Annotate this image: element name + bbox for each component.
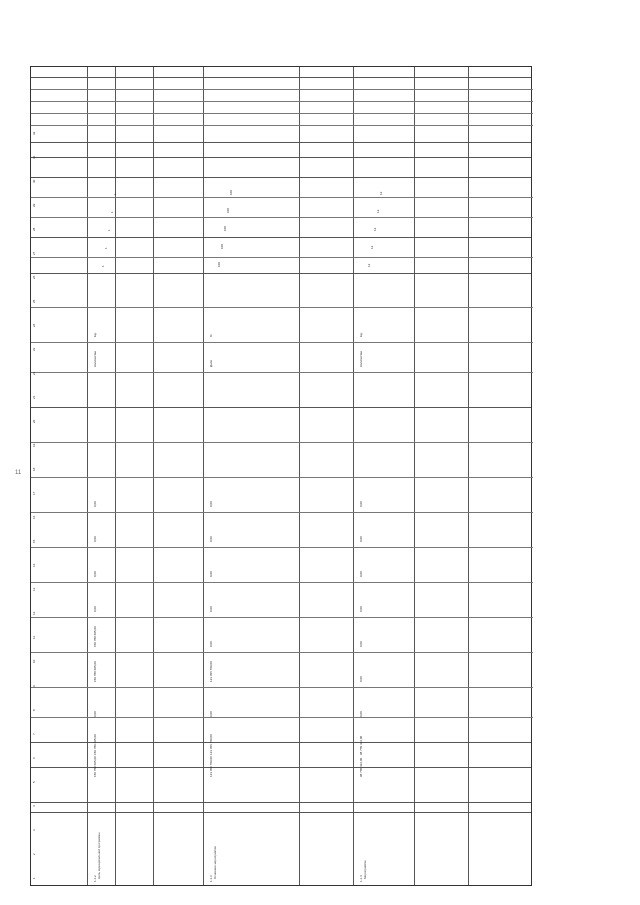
column-number: 4 bbox=[32, 805, 36, 807]
column-number: 8 bbox=[32, 709, 36, 711]
amount-cell: 98 765 432,00 bbox=[359, 735, 363, 755]
column-number: 21 bbox=[32, 395, 36, 399]
grid-line bbox=[31, 217, 533, 218]
column-divider bbox=[468, 67, 469, 885]
amount-cell: 0,00 bbox=[209, 711, 213, 717]
grid-line bbox=[31, 547, 533, 548]
column-number: 29 bbox=[32, 203, 36, 207]
amount-cell: 0,00 bbox=[209, 536, 213, 542]
column-number: 1 bbox=[32, 877, 36, 879]
row-divider bbox=[31, 273, 531, 274]
amount-cell: 0,00 bbox=[209, 641, 213, 647]
row-code: 1.1.3 bbox=[209, 875, 213, 882]
column-divider bbox=[87, 67, 88, 885]
amount-cell: 0,00 bbox=[209, 571, 213, 577]
column-divider bbox=[115, 67, 116, 885]
column-number: 15 bbox=[32, 539, 36, 543]
column-number: 2 bbox=[32, 853, 36, 855]
row-name: Основное мероприятие bbox=[213, 846, 217, 879]
column-number: 5 bbox=[32, 781, 36, 783]
budget-table bbox=[30, 66, 532, 886]
row-code: 1.1.4 bbox=[359, 875, 363, 882]
column-divider bbox=[153, 67, 154, 885]
grid-line bbox=[31, 307, 533, 308]
amount-cell: 0,00 bbox=[93, 536, 97, 542]
row-divider bbox=[31, 157, 531, 158]
unit-cell: % bbox=[209, 334, 213, 337]
grid-line bbox=[31, 257, 533, 258]
grid-line bbox=[31, 125, 533, 126]
row-divider bbox=[31, 142, 531, 143]
amount-cell: 0,00 bbox=[359, 711, 363, 717]
grid-line bbox=[31, 89, 533, 90]
value-cell: 100 bbox=[223, 225, 227, 231]
amount-cell: 150 780 605,00 bbox=[93, 626, 97, 647]
amount-cell: 0,00 bbox=[359, 606, 363, 612]
column-divider bbox=[203, 67, 204, 885]
amount-cell: 0,00 bbox=[359, 501, 363, 507]
amount-cell: 0,00 bbox=[93, 711, 97, 717]
column-number: 9 bbox=[32, 685, 36, 687]
row-divider bbox=[31, 237, 531, 238]
column-divider bbox=[353, 67, 354, 885]
value-cell: 12 bbox=[373, 227, 377, 231]
column-number: 23 bbox=[32, 347, 36, 351]
column-divider bbox=[299, 67, 300, 885]
value-cell: 12 bbox=[376, 209, 380, 213]
grid-line bbox=[31, 342, 533, 343]
grid-line bbox=[31, 512, 533, 513]
amount-cell: 0,00 bbox=[93, 501, 97, 507]
value-cell: 100 bbox=[220, 243, 224, 249]
amount-cell: 0,00 bbox=[93, 606, 97, 612]
column-number: 14 bbox=[32, 563, 36, 567]
indicator-cell: Количество bbox=[93, 350, 97, 367]
column-number: 7 bbox=[32, 733, 36, 735]
column-number: 10 bbox=[32, 659, 36, 663]
column-number: 28 bbox=[32, 227, 36, 231]
column-number: 12 bbox=[32, 611, 36, 615]
amount-cell: 123 456 789,00 bbox=[209, 734, 213, 755]
unit-cell: Ед. bbox=[359, 332, 363, 337]
value-cell: 100 bbox=[226, 207, 230, 213]
amount-cell: 0,00 bbox=[209, 501, 213, 507]
column-number: 13 bbox=[32, 587, 36, 591]
column-number: 30 bbox=[32, 179, 36, 183]
value-cell: 100 bbox=[229, 189, 233, 195]
indicator-cell: Доля bbox=[209, 359, 213, 367]
column-number: 25 bbox=[32, 299, 36, 303]
grid-line bbox=[31, 372, 533, 373]
amount-cell: 150 780 605,00 bbox=[93, 734, 97, 755]
amount-cell: 0,00 bbox=[359, 571, 363, 577]
row-divider bbox=[31, 802, 531, 803]
column-number: 17 bbox=[32, 491, 36, 495]
value-cell: 1 bbox=[107, 229, 111, 231]
row-divider bbox=[31, 812, 531, 813]
amount-cell: 150 780 605,00 bbox=[93, 756, 97, 777]
amount-cell: 123 456 789,00 bbox=[209, 756, 213, 777]
row-name: Мероприятие bbox=[363, 860, 367, 879]
value-cell: 12 bbox=[379, 191, 383, 195]
grid-line bbox=[31, 477, 533, 478]
value-cell: 1 bbox=[110, 211, 114, 213]
amount-cell: 0,00 bbox=[359, 676, 363, 682]
column-number: 24 bbox=[32, 323, 36, 327]
row-divider bbox=[31, 767, 531, 768]
value-cell: 1 bbox=[104, 247, 108, 249]
amount-cell: 0,00 bbox=[93, 571, 97, 577]
amount-cell: 0,00 bbox=[359, 641, 363, 647]
page-number: 11 bbox=[15, 470, 22, 476]
amount-cell: 150 780 605,00 bbox=[93, 661, 97, 682]
column-number: 26 bbox=[32, 275, 36, 279]
column-number: 32 bbox=[32, 131, 36, 135]
grid-line bbox=[31, 652, 533, 653]
grid-line bbox=[31, 197, 533, 198]
column-number: 22 bbox=[32, 371, 36, 375]
amount-cell: 0,00 bbox=[209, 606, 213, 612]
column-number: 27 bbox=[32, 251, 36, 255]
grid-line bbox=[31, 687, 533, 688]
value-cell: 1 bbox=[101, 265, 105, 267]
grid-line bbox=[31, 617, 533, 618]
row-divider bbox=[31, 742, 531, 743]
grid-line bbox=[31, 442, 533, 443]
value-cell: 1 bbox=[113, 193, 117, 195]
row-code: 1.1.2 bbox=[93, 875, 97, 882]
value-cell: 12 bbox=[370, 245, 374, 249]
column-number: 19 bbox=[32, 443, 36, 447]
unit-cell: Ед. bbox=[93, 332, 97, 337]
amount-cell: 0,00 bbox=[359, 536, 363, 542]
amount-cell: 98 765 432,00 bbox=[359, 757, 363, 777]
column-number: 18 bbox=[32, 467, 36, 471]
column-number: 11 bbox=[32, 635, 36, 639]
row-name: Цель муниципальной программы bbox=[97, 832, 101, 879]
grid-line bbox=[31, 582, 533, 583]
row-divider bbox=[31, 177, 531, 178]
column-number: 3 bbox=[32, 829, 36, 831]
value-cell: 100 bbox=[217, 261, 221, 267]
grid-line bbox=[31, 113, 533, 114]
indicator-cell: Количество bbox=[359, 350, 363, 367]
column-number: 31 bbox=[32, 155, 36, 159]
amount-cell: 123 456 789,00 bbox=[209, 661, 213, 682]
column-number: 16 bbox=[32, 515, 36, 519]
grid-line bbox=[31, 717, 533, 718]
column-divider bbox=[414, 67, 415, 885]
grid-line bbox=[31, 101, 533, 102]
value-cell: 12 bbox=[367, 263, 371, 267]
row-divider bbox=[31, 77, 531, 78]
column-number: 6 bbox=[32, 757, 36, 759]
row-divider bbox=[31, 407, 531, 408]
column-number: 20 bbox=[32, 419, 36, 423]
